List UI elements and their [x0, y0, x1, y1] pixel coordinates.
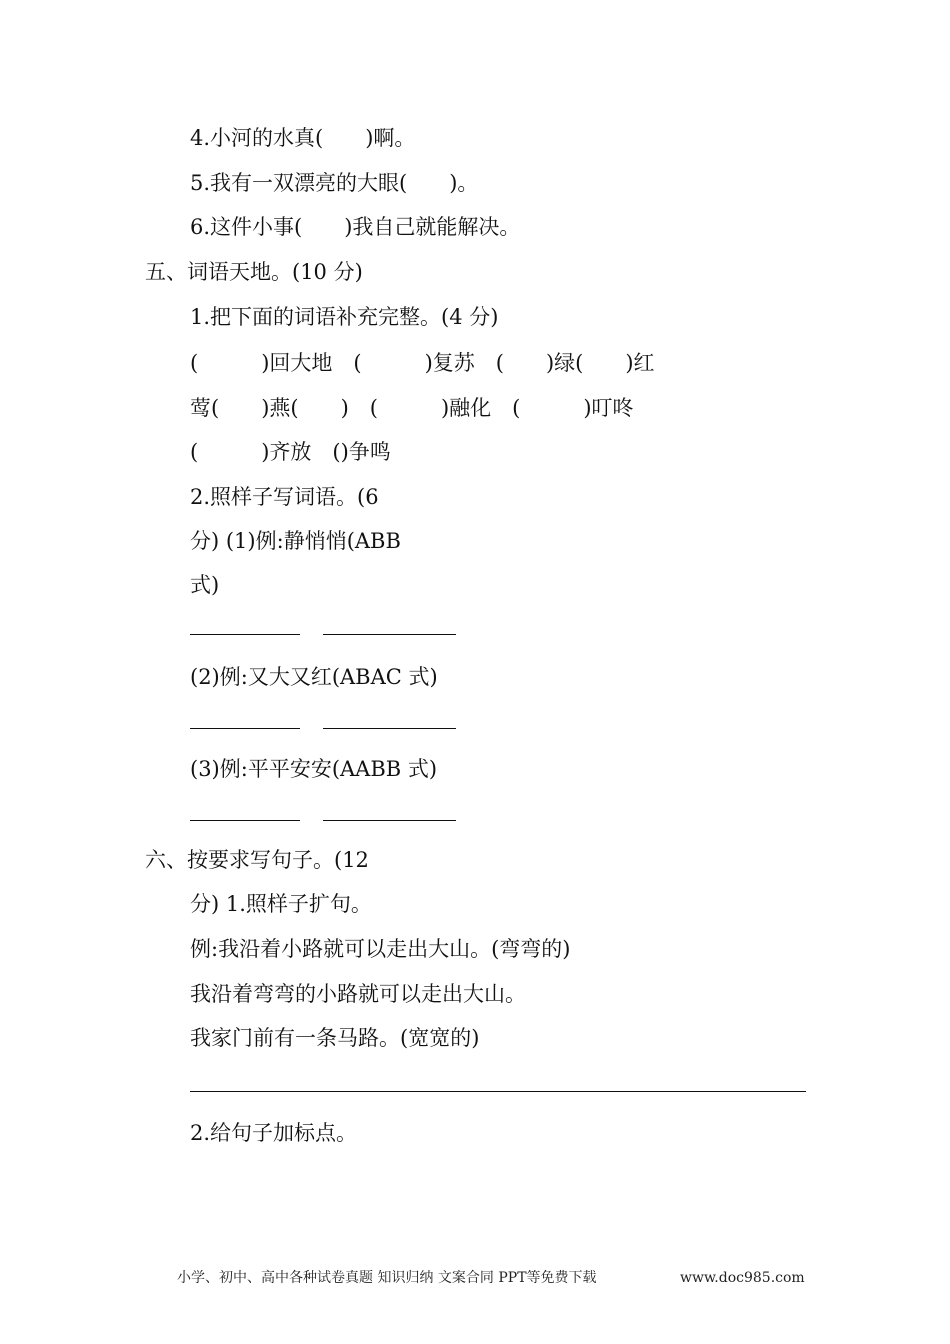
word-fill-row-1: ( )回大地 ( )复苏 ( )绿( )红: [190, 351, 655, 375]
footer-promo-text: 小学、初中、高中各种试卷真题 知识归纳 文案合同 PPT等免费下载: [177, 1270, 597, 1286]
expand-example: 例:我沿着小路就可以走出大山。(弯弯的): [190, 937, 571, 961]
answer-blank[interactable]: [323, 820, 456, 821]
section-5-q2-example-1-cont: 式): [190, 573, 220, 597]
question-4-2-6: 6.这件小事( )我自己就能解决。: [190, 215, 521, 239]
expand-example-answer: 我沿着弯弯的小路就可以走出大山。: [190, 982, 526, 1006]
answer-line[interactable]: [190, 1091, 806, 1092]
section-6-heading: 六、按要求写句子。(12: [145, 848, 369, 872]
question-4-2-5: 5.我有一双漂亮的大眼( )。: [190, 171, 479, 195]
word-fill-row-2: 莺( )燕( ) ( )融化 ( )叮咚: [190, 396, 634, 420]
section-5-q2-example-1: 分) (1)例:静悄悄(ABB: [190, 529, 401, 553]
answer-blank[interactable]: [323, 728, 456, 729]
section-5-q2-example-3: (3)例:平平安安(AABB 式): [190, 757, 438, 781]
answer-blank[interactable]: [190, 820, 300, 821]
answer-blank[interactable]: [190, 634, 300, 635]
section-5-heading: 五、词语天地。(10 分): [145, 260, 363, 284]
word-fill-row-3: ( )齐放 ()争鸣: [190, 440, 391, 464]
section-5-q1-title: 1.把下面的词语补充完整。(4 分): [190, 305, 499, 329]
section-5-q2-example-2: (2)例:又大又红(ABAC 式): [190, 665, 438, 689]
expand-task: 我家门前有一条马路。(宽宽的): [190, 1026, 480, 1050]
question-4-2-4: 4.小河的水真( )啊。: [190, 126, 416, 150]
section-6-q1-title: 分) 1.照样子扩句。: [190, 892, 372, 916]
section-5-q2-title: 2.照样子写词语。(6: [190, 485, 379, 509]
section-6-q2-title: 2.给句子加标点。: [190, 1121, 358, 1145]
answer-blank[interactable]: [190, 728, 300, 729]
answer-blank[interactable]: [323, 634, 456, 635]
footer-website[interactable]: www.doc985.com: [680, 1270, 805, 1286]
